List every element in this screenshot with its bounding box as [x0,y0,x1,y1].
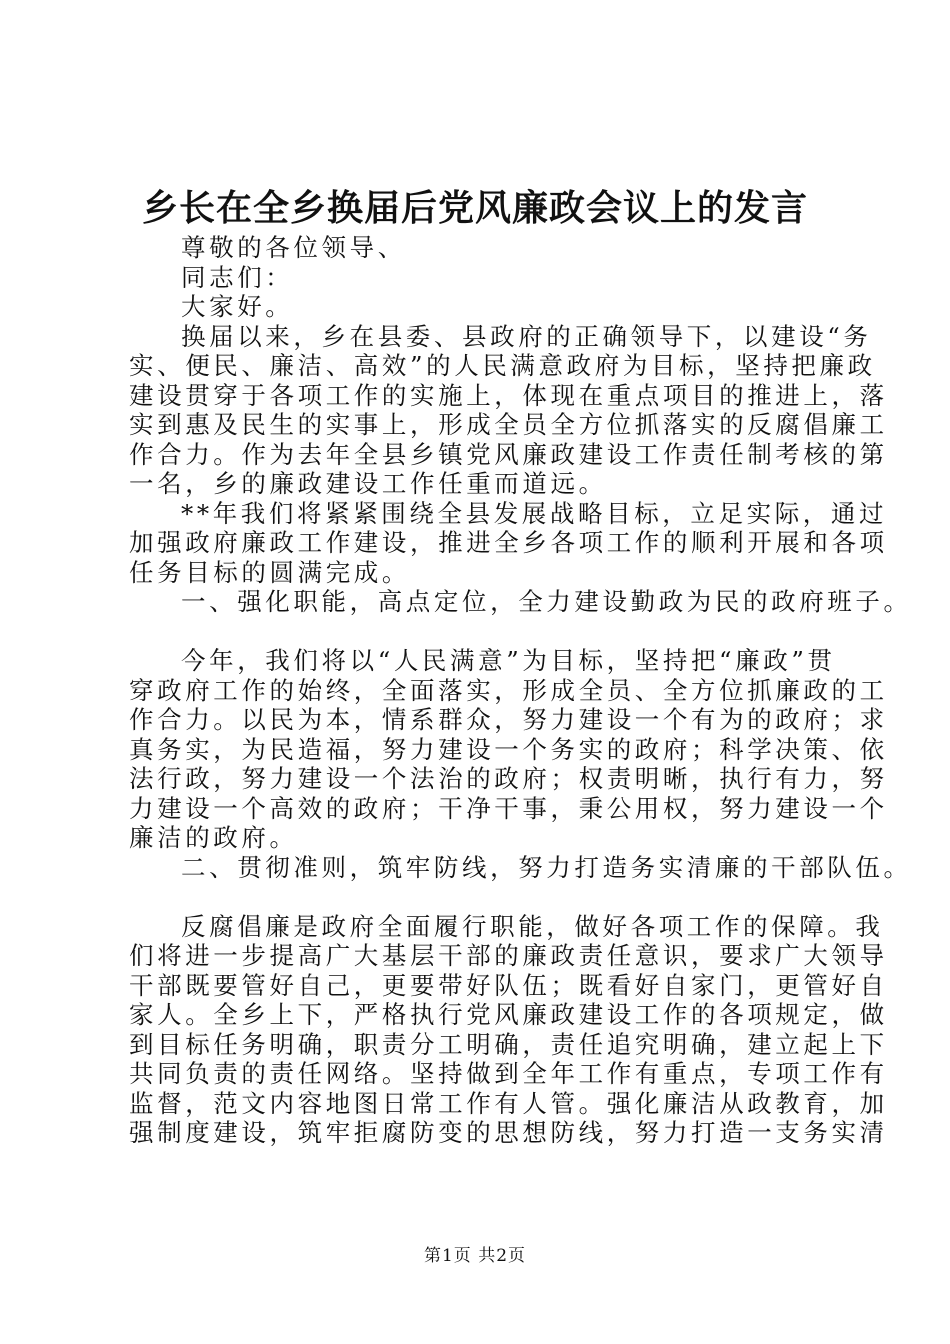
blank-line [129,617,834,647]
paragraph-line: 干部既要管好自己，更要带好队伍；既看好自家门，更管好自 [129,970,888,1000]
document-title: 乡长在全乡换届后党风廉政会议上的发言 [141,187,808,229]
paragraph-line: 同志们： [181,262,294,292]
paragraph-line: 家人。全乡上下，严格执行党风廉政建设工作的各项规定，做 [129,1000,888,1029]
paragraph-line: 监督，范文内容地图日常工作有人管。强化廉洁从政教育，加 [129,1088,888,1118]
page-footer: 第1页 共2页 [423,1246,527,1266]
paragraph-line: 实、便民、廉洁、高效”的人民满意政府为目标，坚持把廉政 [129,351,876,380]
paragraph-line: 加强政府廉政工作建设，推进全乡各项工作的顺利开展和各项 [129,528,888,557]
paragraph-line: 作合力。作为去年全县乡镇党风廉政建设工作责任制考核的第 [129,439,888,469]
paragraph-line: 真务实，为民造福，努力建设一个务实的政府；科学决策、依 [129,734,888,764]
document-body [129,233,912,1148]
paragraph-line: 法行政，努力建设一个法治的政府；权责明晰，执行有力，努 [129,764,888,793]
paragraph-line: **年我们将紧紧围绕全县发展战略目标，立足实际，通过 [181,498,888,528]
paragraph-line: 强制度建设，筑牢拒腐防变的思想防线，努力打造一支务实清 [129,1118,888,1147]
paragraph-line: 力建设一个高效的政府；干净干事，秉公用权，努力建设一个 [129,793,888,823]
paragraph-line: 作合力。以民为本，情系群众，努力建设一个有为的政府；求 [129,705,888,734]
paragraph-line: 今年，我们将以“人民满意”为目标，坚持把“廉政”贯 [181,646,836,675]
paragraph-line: 换届以来，乡在县委、县政府的正确领导下，以建设“务 [181,321,872,351]
paragraph-line: 穿政府工作的始终，全面落实，形成全员、全方位抓廉政的工 [129,675,888,705]
paragraph-line: 一、强化职能，高点定位，全力建设勤政为民的政府班子。 [181,587,912,616]
paragraph-line: 廉洁的政府。 [129,823,298,852]
paragraph-line: 二、贯彻准则，筑牢防线，努力打造务实清廉的干部队伍。 [181,852,912,882]
paragraph-line: 们将进一步提高广大基层干部的廉政责任意识，要求广大领导 [129,941,888,970]
paragraph-line: 尊敬的各位领导、 [181,233,406,262]
blank-line [129,882,834,912]
paragraph-line: 共同负责的责任网络。坚持做到全年工作有重点，专项工作有 [129,1059,888,1088]
paragraph-line: 到目标任务明确，职责分工明确，责任追究明确，建立起上下 [129,1029,888,1059]
paragraph-line: 反腐倡廉是政府全面履行职能，做好各项工作的保障。我 [181,911,884,941]
paragraph-line: 一名，乡的廉政建设工作任重而道远。 [129,469,607,498]
paragraph-line: 任务目标的圆满完成。 [129,557,410,587]
paragraph-line: 大家好。 [181,292,294,321]
paragraph-line: 实到惠及民生的实事上，形成全员全方位抓落实的反腐倡廉工 [129,410,888,439]
paragraph-line: 建设贯穿于各项工作的实施上，体现在重点项目的推进上，落 [129,380,888,410]
